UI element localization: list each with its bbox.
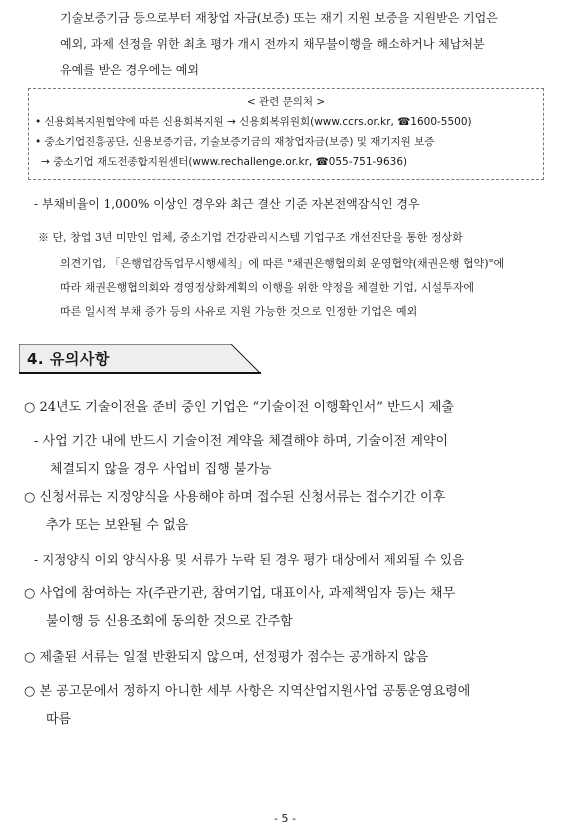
intro-line-2: 예외, 과제 선정을 위한 최초 평가 개시 전까지 채무불이행을 해소하거나 체납처분 xyxy=(60,37,485,51)
section-title: 4. 유의사항 xyxy=(27,350,110,368)
intro-line-3: 유예를 받은 경우에는 예외 xyxy=(60,63,199,77)
contact-line-2: • 중소기업진흥공단, 신용보증기금, 기술보증기금의 재창업자금(보증) 및 재기지원 보증 xyxy=(35,136,435,148)
bullet-other-rules-line-2: 따름 xyxy=(46,712,72,727)
bullet-tech-transfer: ○ 24년도 기술이전을 준비 중인 기업은 “기술이전 이행확인서” 반드시 제출 xyxy=(24,400,454,415)
bullet-tech-transfer-sub-2: 체결되지 않을 경우 사업비 집행 불가능 xyxy=(50,462,272,477)
note-line-4: 따른 일시적 부채 증가 등의 사유로 지원 가능한 것으로 인정한 기업은 예외 xyxy=(60,305,418,318)
bullet-forms-sub: - 지정양식 이외 양식사용 및 서류가 누락 된 경우 평가 대상에서 제외될 수 있음 xyxy=(34,552,465,567)
bullet-credit-line-1: ○ 사업에 참여하는 자(주관기관, 참여기업, 대표이사, 과제책임자 등)는 채무 xyxy=(24,586,456,601)
bullet-no-return: ○ 제출된 서류는 일절 반환되지 않으며, 선정평가 점수는 공개하지 않음 xyxy=(24,650,429,665)
contact-box-title: < 관련 문의처 > xyxy=(246,96,326,108)
bullet-forms-line-1: ○ 신청서류는 지정양식을 사용해야 하며 접수된 신청서류는 접수기간 이후 xyxy=(24,490,446,505)
note-line-1: ※ 단, 창업 3년 미만인 업체, 중소기업 건강관리시스템 기업구조 개선진단을 통한 정상화 xyxy=(38,231,463,244)
bullet-credit-line-2: 불이행 등 신용조회에 동의한 것으로 간주함 xyxy=(46,614,293,629)
note-line-3: 따라 채권은행협의회와 경영정상화계획의 이행을 위한 약정을 체결한 기업, 시설투자에 xyxy=(60,281,475,294)
contact-info-box xyxy=(28,88,544,180)
bullet-other-rules-line-1: ○ 본 공고문에서 정하지 아니한 세부 사항은 지역산업지원사업 공통운영요령에 xyxy=(24,684,471,699)
section-header xyxy=(19,344,261,374)
note-line-2: 의견기업, 「은행업감독업무시행세칙」에 따른 "채권은행협의회 운영협약(채권은행 협약)"에 xyxy=(60,257,505,270)
contact-line-1: • 신용회복지원협약에 따른 신용회복지원 → 신용회복위원회(www.ccrs.or.kr, ☎1600-5500) xyxy=(35,116,472,128)
contact-line-3: → 중소기업 재도전종합지원센터(www.rechallenge.or.kr, ☎055-751-9636) xyxy=(41,156,408,168)
page-number: - 5 - xyxy=(274,812,296,825)
bullet-forms-line-2: 추가 또는 보완될 수 없음 xyxy=(46,518,189,533)
intro-line-1: 기술보증기금 등으로부터 재창업 자금(보증) 또는 재기 지원 보증을 지원받은 기업은 xyxy=(60,11,498,25)
debt-ratio-condition: - 부채비율이 1,000% 이상인 경우와 최근 결산 기준 자본전액잠식인 경우 xyxy=(34,197,420,211)
bullet-tech-transfer-sub-1: - 사업 기간 내에 반드시 기술이전 계약을 체결해야 하며, 기술이전 계약이 xyxy=(34,434,449,449)
